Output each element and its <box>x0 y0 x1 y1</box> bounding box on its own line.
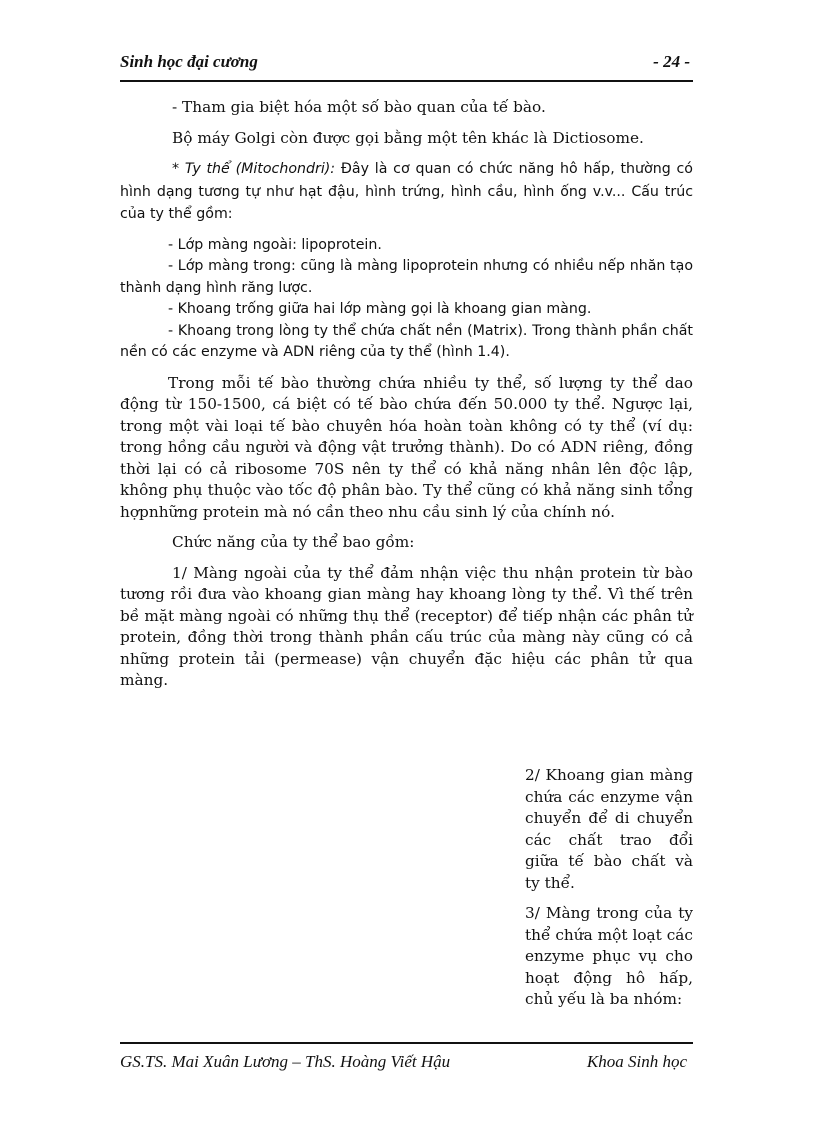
mitochondria-intro: Đây là cơ quan có chức năng hô hấp, thường có hình dạng tương tự như hạt đậu, hình trứng, hình cầu, hình ống v.v... Cấu trúc của ty thể gồm: <box>120 161 693 222</box>
page-header <box>120 52 692 76</box>
list-item: - Khoang trống giữa hai lớp màng gọi là khoang gian màng. <box>168 301 592 317</box>
main-text <box>120 97 693 692</box>
running-title: Sinh học đại cương <box>120 52 258 71</box>
header-rule <box>120 80 693 82</box>
paragraph-mitochondria <box>120 158 693 226</box>
footer-department: Khoa Sinh học <box>586 1052 687 1071</box>
paragraph: 3/ Màng trong của ty thể chứa một loạt các enzyme phục vụ cho hoạt động hô hấp, chủ yếu là ba nhóm: <box>525 904 693 1008</box>
list-item: - Lớp màng trong: cũng là màng lipoprotein nhưng có nhiều nếp nhăn tạo thành dạng hình răng lược. <box>120 258 693 296</box>
paragraph: Bộ máy Golgi còn được gọi bằng một tên khác là Dictiosome. <box>172 128 644 147</box>
list-item: - Khoang trong lòng ty thể chứa chất nền (Matrix). Trong thành phần chất nền có các enzyme và ADN riêng của ty thể (hình 1.4). <box>120 322 693 360</box>
paragraph: Chức năng của ty thể bao gồm: <box>172 533 415 551</box>
paragraph: - Tham gia biệt hóa một số bào quan của tế bào. <box>172 98 546 116</box>
page-number: - 24 - <box>653 52 690 71</box>
paragraph: 2/ Khoang gian màng chứa các enzyme vận chuyển để di chuyển các chất trao đổi giữa tế bào chất và ty thể. <box>525 766 693 892</box>
paragraph: Trong mỗi tế bào thường chứa nhiều ty thể, số lượng ty thể dao động từ 150-1500, cá biệt có tế bào chứa đến 50.000 ty thể. Ngược lại, trong một vài loại tế bào chuyên hóa hoàn toàn không có ty thể (ví dụ: trong hồng cầu người và động vật trưởng thành). Do có ADN riêng, đồng thời lại có cả ribosome 70S nên ty thể có khả năng nhân lên độc lập, không phụ thuộc vào tốc độ phân bào. Ty thể cũng có khả năng sinh tổng hợpnhững protein mà nó cần theo nhu cầu sinh lý của chính nó. <box>120 373 693 521</box>
page-footer <box>120 1052 693 1076</box>
list-item: - Lớp màng ngoài: lipoprotein. <box>168 236 382 253</box>
footer-authors: GS.TS. Mai Xuân Lương – ThS. Hoàng Viết Hậu <box>120 1052 451 1071</box>
footer-rule <box>120 1042 693 1044</box>
paragraph: 1/ Màng ngoài của ty thể đảm nhận việc thu nhận protein từ bào tương rồi đưa vào khoang gian màng hay khoang lòng ty thể. Vì thế trên bề mặt màng ngoài có những thụ thể (receptor) để tiếp nhận các phân tử protein, đồng thời trong thành phần cấu trúc của màng này cũng có cả những protein tải (permease) vận chuyển đặc hiệu các phân tử qua màng. <box>120 563 693 689</box>
mitochondria-heading: * Ty thể (Mitochondri): <box>172 161 336 177</box>
side-text-column <box>473 765 693 1011</box>
